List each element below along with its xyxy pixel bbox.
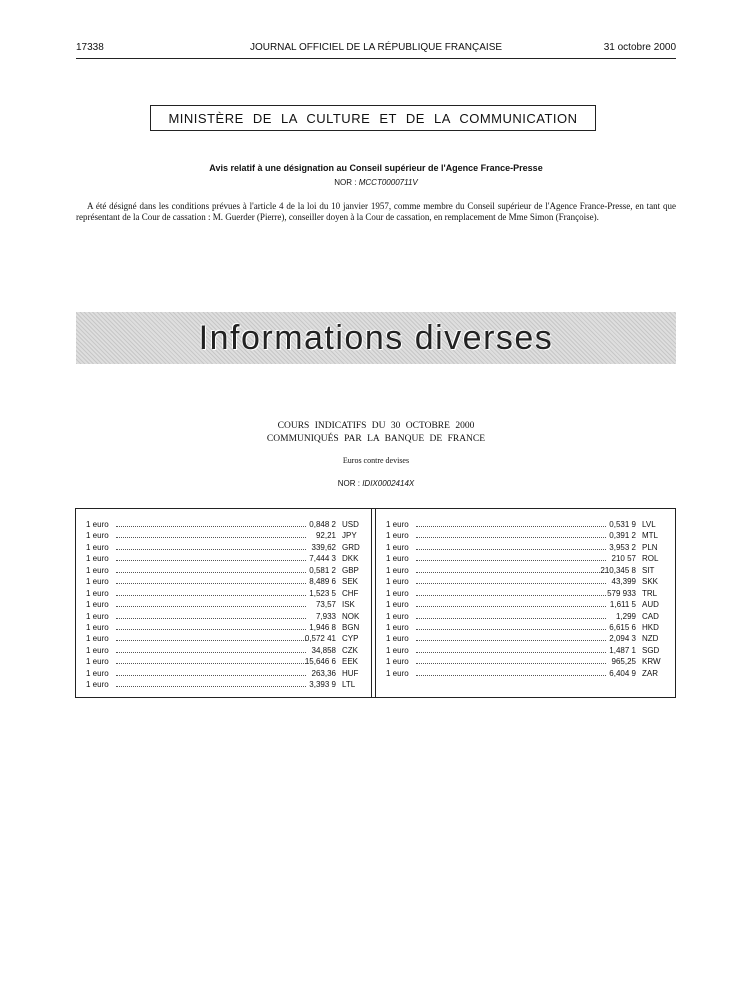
- column-divider: [371, 509, 372, 697]
- header-rule: [76, 58, 676, 59]
- rate-value: 0,572 41: [304, 634, 336, 644]
- dot-leader: [416, 526, 606, 527]
- rate-row: [86, 645, 371, 656]
- currency-code: CHF: [342, 588, 359, 598]
- dot-leader: [116, 583, 306, 584]
- rate-value: 1,523 5: [309, 588, 336, 598]
- publication-date: 31 octobre 2000: [603, 42, 676, 53]
- currency-code: AUD: [642, 600, 659, 610]
- rate-row: [86, 530, 371, 541]
- currency-code: LTL: [342, 680, 356, 690]
- dot-leader: [116, 652, 306, 653]
- rate-label: 1 euro: [86, 622, 109, 632]
- dot-leader: [116, 572, 306, 573]
- rate-row: [86, 553, 371, 564]
- rate-value: 210 57: [611, 554, 636, 564]
- dot-leader: [116, 560, 306, 561]
- rate-row: [386, 588, 671, 599]
- rate-row: [86, 679, 371, 690]
- cours-nor: [76, 479, 676, 488]
- currency-code: LVL: [642, 520, 656, 529]
- dot-leader: [116, 640, 306, 641]
- rate-row: [386, 622, 671, 633]
- nor-value: IDIX0002414X: [362, 479, 415, 488]
- rate-row: [386, 530, 671, 541]
- rate-label: 1 euro: [386, 588, 409, 598]
- rate-value: 1,487 1: [609, 645, 636, 655]
- ministry-heading: MINISTÈRE DE LA CULTURE ET DE LA COMMUNICATION: [150, 105, 596, 131]
- rate-label: 1 euro: [386, 554, 409, 564]
- dot-leader: [116, 629, 306, 630]
- currency-code: CZK: [342, 645, 358, 655]
- currency-code: NOK: [342, 611, 360, 621]
- avis-title: Avis relatif à une désignation au Conseil supérieur de l'Agence France-Presse: [209, 163, 543, 173]
- dot-leader: [416, 606, 606, 607]
- dot-leader: [116, 606, 306, 607]
- currency-code: CYP: [342, 634, 359, 644]
- rate-label: 1 euro: [386, 565, 409, 575]
- nor-label: NOR :: [334, 178, 357, 187]
- rate-row: [86, 565, 371, 576]
- rate-label: 1 euro: [86, 554, 109, 564]
- avis-body: A été désigné dans les conditions prévues à l'article 4 de la loi du 10 janvier 1957, comme membre du Conseil supérieur de l'Agence France-Presse, en tant que représentant de la Cour de cassation : M. Guerder (Pierre), conseiller doyen à la Cour de cassation, en remplacement de Mme Simon (Françoise).: [76, 201, 676, 222]
- rate-value: 0,531 9: [609, 520, 636, 529]
- rate-label: 1 euro: [86, 645, 109, 655]
- rate-value: 92,21: [315, 531, 336, 541]
- rate-label: 1 euro: [86, 680, 109, 690]
- rate-label: 1 euro: [386, 531, 409, 541]
- dot-leader: [416, 595, 606, 596]
- rate-label: 1 euro: [86, 668, 109, 678]
- rate-value: 3,953 2: [609, 542, 636, 552]
- rate-label: 1 euro: [386, 645, 409, 655]
- dot-leader: [416, 663, 606, 664]
- currency-code: CAD: [642, 611, 659, 621]
- currency-code: SIT: [642, 565, 655, 575]
- dot-leader: [116, 549, 306, 550]
- rate-row: [386, 645, 671, 656]
- cours-title-line1: COURS INDICATIFS DU 30 OCTOBRE 2000: [277, 421, 475, 431]
- nor-label: NOR :: [337, 479, 360, 488]
- rate-label: 1 euro: [386, 600, 409, 610]
- currency-code: JPY: [342, 531, 357, 541]
- rate-row: [386, 599, 671, 610]
- cours-subtitle: Euros contre devises: [342, 456, 410, 465]
- rate-row: [86, 576, 371, 587]
- rates-column-right: [386, 519, 671, 679]
- currency-code: DKK: [342, 554, 359, 564]
- rate-value: 0,581 2: [309, 565, 336, 575]
- rate-value: 339,62: [311, 542, 336, 552]
- rate-label: 1 euro: [386, 577, 409, 587]
- rate-value: 965,25: [611, 657, 636, 667]
- rate-label: 1 euro: [86, 565, 109, 575]
- currency-code: HUF: [342, 668, 359, 678]
- currency-code: EEK: [342, 657, 359, 667]
- rate-row: [386, 633, 671, 644]
- currency-code: ROL: [642, 554, 659, 564]
- currency-code: KRW: [642, 657, 661, 667]
- dot-leader: [416, 675, 606, 676]
- rate-row: [86, 519, 371, 530]
- rate-value: 34,858: [311, 645, 336, 655]
- journal-title: JOURNAL OFFICIEL DE LA RÉPUBLIQUE FRANÇAISE: [249, 42, 503, 53]
- rate-value: 8,489 6: [309, 577, 336, 587]
- dot-leader: [116, 675, 306, 676]
- rate-value: 3,393 9: [309, 680, 336, 690]
- currency-code: PLN: [642, 542, 658, 552]
- page-number: 17338: [76, 42, 104, 53]
- rate-value: 0,391 2: [609, 531, 636, 541]
- dot-leader: [416, 652, 606, 653]
- rate-label: 1 euro: [86, 531, 109, 541]
- rate-value: 1,611 5: [609, 600, 636, 610]
- currency-code: MTL: [642, 531, 658, 541]
- column-divider: [375, 509, 376, 697]
- section-banner: [76, 312, 676, 364]
- currency-code: ZAR: [642, 668, 658, 678]
- rate-row: [386, 519, 671, 530]
- currency-code: GRD: [342, 542, 360, 552]
- rate-label: 1 euro: [86, 600, 109, 610]
- rate-label: 1 euro: [86, 611, 109, 621]
- nor-value: MCCT0000711V: [358, 178, 418, 187]
- rate-row: [386, 553, 671, 564]
- rate-value: 1,946 8: [309, 622, 336, 632]
- rate-label: 1 euro: [386, 542, 409, 552]
- rate-value: 6,615 6: [609, 622, 636, 632]
- dot-leader: [116, 686, 306, 687]
- rate-value: 7,444 3: [309, 554, 336, 564]
- rate-row: [86, 588, 371, 599]
- rate-value: 7,933: [315, 611, 336, 621]
- rate-label: 1 euro: [86, 657, 109, 667]
- currency-code: ISK: [342, 600, 355, 610]
- rate-label: 1 euro: [86, 634, 109, 644]
- rate-label: 1 euro: [86, 588, 109, 598]
- rate-row: [86, 668, 371, 679]
- rate-label: 1 euro: [86, 520, 109, 529]
- rate-label: 1 euro: [386, 520, 409, 529]
- currency-code: HKD: [642, 622, 659, 632]
- currency-code: BGN: [342, 622, 360, 632]
- rate-row: [86, 622, 371, 633]
- dot-leader: [416, 583, 606, 584]
- rates-column-left: [86, 519, 371, 691]
- dot-leader: [416, 560, 606, 561]
- dot-leader: [416, 618, 606, 619]
- rate-value: 43,399: [611, 577, 636, 587]
- currency-code: SGD: [642, 645, 660, 655]
- rate-value: 0,848 2: [309, 520, 336, 529]
- rate-value: 15,646 6: [304, 657, 336, 667]
- rate-row: [86, 611, 371, 622]
- rate-row: [86, 656, 371, 667]
- section-title: Informations diverses: [198, 318, 554, 357]
- rate-row: [86, 633, 371, 644]
- dot-leader: [116, 663, 306, 664]
- rate-label: 1 euro: [86, 577, 109, 587]
- rate-label: 1 euro: [386, 668, 409, 678]
- rate-value: 210,345 8: [600, 565, 636, 575]
- currency-code: GBP: [342, 565, 359, 575]
- cours-title-line2: COMMUNIQUÉS PAR LA BANQUE DE FRANCE: [266, 434, 486, 444]
- currency-code: SEK: [342, 577, 359, 587]
- page-header: [76, 40, 676, 56]
- rate-value: 73,57: [315, 600, 336, 610]
- dot-leader: [416, 572, 606, 573]
- rate-row: [386, 565, 671, 576]
- dot-leader: [416, 537, 606, 538]
- dot-leader: [116, 526, 306, 527]
- rate-label: 1 euro: [386, 622, 409, 632]
- rate-label: 1 euro: [86, 542, 109, 552]
- dot-leader: [116, 537, 306, 538]
- dot-leader: [116, 595, 306, 596]
- rate-value: 2,094 3: [609, 634, 636, 644]
- rate-value: 6,404 9: [609, 668, 636, 678]
- rate-row: [386, 611, 671, 622]
- currency-code: NZD: [642, 634, 659, 644]
- currency-code: SKK: [642, 577, 659, 587]
- rate-label: 1 euro: [386, 634, 409, 644]
- rate-row: [86, 599, 371, 610]
- exchange-rates-table: [75, 508, 676, 698]
- rate-label: 1 euro: [386, 657, 409, 667]
- dot-leader: [416, 549, 606, 550]
- rate-row: [86, 542, 371, 553]
- rate-value: 1,299: [615, 611, 636, 621]
- rate-row: [386, 576, 671, 587]
- avis-nor: [76, 178, 676, 187]
- dot-leader: [416, 629, 606, 630]
- rate-row: [386, 656, 671, 667]
- currency-code: TRL: [642, 588, 658, 598]
- rate-label: 1 euro: [386, 611, 409, 621]
- dot-leader: [416, 640, 606, 641]
- rate-value: 263,36: [311, 668, 336, 678]
- rate-row: [386, 668, 671, 679]
- dot-leader: [116, 618, 306, 619]
- rate-row: [386, 542, 671, 553]
- currency-code: USD: [342, 520, 359, 529]
- rate-value: 579 933: [607, 588, 636, 598]
